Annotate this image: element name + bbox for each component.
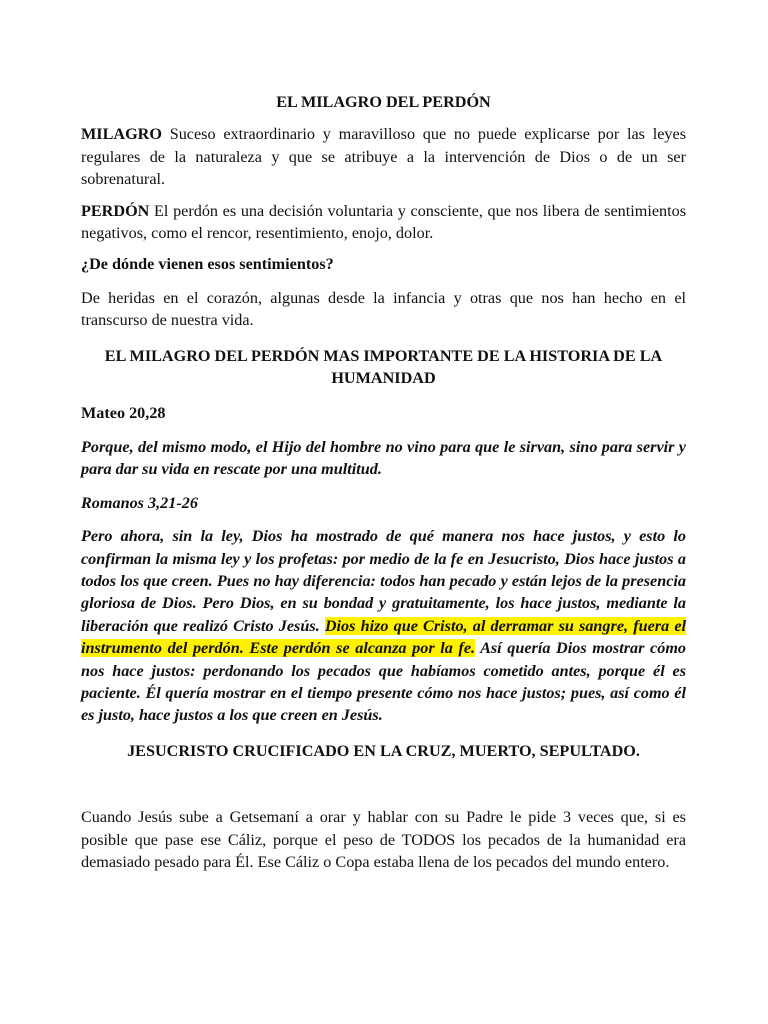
definition-perdon-text: El perdón es una decisión voluntaria y consciente, que nos libera de sentimientos negativos, como el rencor, resentimiento, enojo, dolor. <box>81 201 686 243</box>
definition-milagro-text: Suceso extraordinario y maravilloso que no puede explicarse por las leyes regulares de la naturaleza y que se atribuye a la intervención de Dios o de un ser sobrenatural. <box>81 125 686 189</box>
verse-romanos <box>81 525 686 727</box>
definition-milagro <box>81 123 686 190</box>
term-milagro: MILAGRO <box>81 125 162 144</box>
reference-mateo: Mateo 20,28 <box>81 404 166 423</box>
definition-perdon <box>81 200 686 245</box>
term-perdon: PERDÓN <box>81 201 150 220</box>
final-paragraph: Cuando Jesús sube a Getsemaní a orar y hablar con su Padre le pide 3 veces que, si es posible que pase ese Cáliz, porque el peso de TODOS los pecados de la humanidad era demasiado pesado para Él. Ese Cáliz o Copa estaba llena de los pecados del mundo entero. <box>81 808 686 871</box>
verse-romanos-part1: Pero ahora, sin la ley, Dios ha mostrado de qué manera nos hace justos, y esto lo confirman la misma ley y los profetas: por medio de la fe en Jesucristo, Dios hace justos a todos los que creen. Pues no hay diferencia: todos han pecado y están lejos de la presencia gloriosa de Dios. Pero Dios, en su bondad y gratuitamente, los hace justos, mediante la liberación que realizó Cristo Jesús. <box>81 527 686 635</box>
question: ¿De dónde vienen esos sentimientos? <box>81 255 334 274</box>
highlighted-text: Dios hizo que Cristo, al derramar su sangre, fuera el instrumento del perdón. Este perdón se alcanza por la fe. <box>81 616 687 658</box>
verse-mateo: Porque, del mismo modo, el Hijo del hombre no vino para que le sirvan, sino para servir y para dar su vida en rescate por una multitud. <box>81 437 686 479</box>
answer: De heridas en el corazón, algunas desde la infancia y otras que nos han hecho en el transcurso de nuestra vida. <box>81 288 686 330</box>
reference-romanos: Romanos 3,21-26 <box>81 493 198 512</box>
verse-romanos-part2: Así quería Dios mostrar cómo nos hace justos: perdonando los pecados que habíamos cometido antes, porque él es paciente. Él quería mostrar en el tiempo presente cómo nos hace justos; pues, así como él es justo, hace justos a los que creen en Jesús. <box>81 639 686 725</box>
section-heading-history: EL MILAGRO DEL PERDÓN MAS IMPORTANTE DE LA HISTORIA DE LA HUMANIDAD <box>104 346 663 388</box>
document-title: EL MILAGRO DEL PERDÓN <box>276 93 491 111</box>
section-heading-crucifixion: JESUCRISTO CRUCIFICADO EN LA CRUZ, MUERTO, SEPULTADO. <box>127 741 640 760</box>
